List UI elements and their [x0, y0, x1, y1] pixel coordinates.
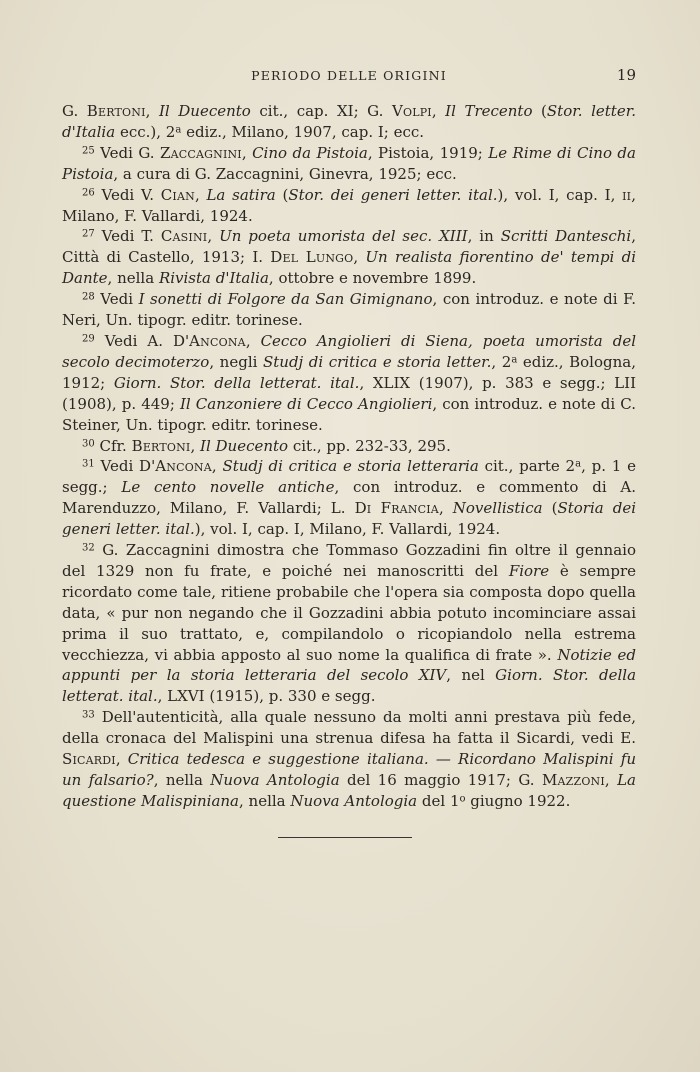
- text-run: Vedi T.: [94, 227, 161, 246]
- superscript: 25: [82, 145, 95, 157]
- text-run: , 2: [491, 352, 512, 371]
- text-run: , in: [467, 227, 501, 246]
- text-run: ,: [604, 771, 618, 789]
- small-caps-name: Di Francia: [354, 499, 439, 518]
- superscript: 26: [82, 187, 95, 199]
- italic-text: Giorn. Stor. della letterat. ital.: [113, 373, 360, 392]
- italic-text: Il Duecento: [158, 102, 251, 120]
- text-run: ,: [190, 436, 201, 455]
- italic-text: Scritti Danteschi: [500, 227, 632, 246]
- text-run: G.: [62, 102, 87, 120]
- text-run: ,: [431, 102, 446, 120]
- italic-text: Critica tedesca e suggestione italiana. — Ricordano Malispini fu un falsario?: [62, 750, 636, 789]
- text-run: ,: [207, 227, 220, 246]
- small-caps-name: Bertoni: [131, 436, 191, 455]
- text-run: , con introduz. e note di F. Neri, Un. tipogr. editr. torinese.: [62, 290, 636, 330]
- small-caps-name: Mazzoni: [541, 771, 605, 789]
- text-run: , nel: [446, 666, 496, 685]
- italic-text: Cecco Angiolieri di Siena, poeta umorista del secolo decimoterzo: [62, 331, 636, 371]
- text-run: cit., cap. XI; G.: [250, 102, 392, 120]
- italic-text: Stor. letter. d'Italia: [62, 102, 636, 141]
- text-run: Vedi G.: [94, 143, 160, 162]
- superscript: a: [511, 354, 518, 366]
- text-run: ,: [241, 143, 253, 162]
- text-run: Dell'autenticità, alla quale nessuno da molti anni prestava più fede, della cronaca del Malispini una strenua difesa ha fatta il Sicardi, vedi E.: [62, 708, 636, 748]
- small-caps-name: Casini: [160, 227, 208, 246]
- superscript: 33: [82, 709, 95, 721]
- text-run: , nella: [107, 269, 159, 288]
- italic-text: Cino da Pistoia: [252, 143, 368, 162]
- text-run: , LXVI (1915), p. 330 e segg.: [157, 687, 376, 706]
- italic-text: Nuova Antologia: [210, 771, 340, 789]
- text-run: , Città di Castello, 1913; I.: [62, 227, 636, 267]
- text-run: giugno 1922.: [465, 791, 571, 810]
- small-caps-name: Ancona: [189, 331, 246, 350]
- text-run: , Pistoia, 1919;: [367, 143, 489, 162]
- italic-text: Un realista fiorentino de' tempi di Dante: [62, 248, 636, 288]
- italic-text: I sonetti di Folgore da San Gimignano: [138, 290, 433, 309]
- text-run: G. Zaccagnini dimostra che Tommaso Gozzadini fin oltre il gennaio del 1329 non fu frate, e poiché nei manoscritti del: [62, 541, 636, 580]
- text-run: , negli: [209, 352, 263, 371]
- footnote: [62, 331, 636, 436]
- text-run: ,: [353, 248, 366, 267]
- italic-text: Il Duecento: [200, 436, 289, 455]
- footnote: [62, 226, 636, 289]
- footnote: [62, 143, 636, 185]
- italic-text: Notizie ed appunti per la storia letteraria del secolo XIV: [62, 645, 636, 685]
- superscript: 29: [82, 333, 95, 345]
- small-caps-name: Volpi: [391, 102, 432, 120]
- text-run: ,: [438, 499, 453, 518]
- footnote: [62, 540, 636, 707]
- text-run: , ottobre e novembre 1899.: [268, 269, 477, 288]
- text-run: Vedi A. D': [94, 331, 190, 350]
- italic-text: Rivista d'Italia: [158, 269, 269, 288]
- text-run: , con introduz. e commento di A. Marenduzzo, Milano, F. Vallardi; L.: [62, 478, 636, 518]
- superscript: 32: [82, 542, 95, 554]
- italic-text: Le cento novelle antiche: [121, 478, 335, 497]
- italic-text: La questione Malispiniana: [62, 771, 636, 810]
- text-run: , p. 1 e segg.;: [62, 457, 637, 497]
- superscript: 31: [82, 458, 95, 470]
- small-caps-name: Zaccagnini: [159, 143, 242, 162]
- italic-text: Storia dei generi letter. ital.: [62, 499, 637, 539]
- text-run: del 16 maggio 1917; G.: [339, 771, 542, 789]
- small-caps-name: ii: [622, 185, 632, 204]
- page-number: 19: [616, 66, 636, 84]
- italic-text: Le Rime di Cino da Pistoia: [62, 143, 636, 183]
- small-caps-name: Cian: [160, 185, 195, 204]
- footnote: [62, 436, 636, 457]
- text-run: ,: [211, 457, 223, 476]
- text-run: cit., pp. 232-33, 295.: [288, 436, 451, 455]
- footnote: [62, 289, 636, 331]
- italic-text: Nuova Antologia: [290, 791, 418, 810]
- text-run: ,: [115, 750, 128, 769]
- italic-text: Un poeta umorista del sec. XIII: [219, 227, 468, 246]
- running-head: PERIODO DELLE ORIGINI: [251, 68, 447, 83]
- small-caps-name: Ancona: [155, 457, 212, 476]
- superscript: a: [175, 124, 182, 136]
- footnote: [62, 185, 636, 227]
- italic-text: Studj di critica e storia letter.: [262, 352, 492, 371]
- small-caps-name: Del Lungo: [270, 248, 354, 267]
- text-run: Vedi: [94, 290, 139, 309]
- italic-text: Stor. dei generi letter. ital.: [288, 185, 498, 204]
- small-caps-name: Sicardi: [62, 750, 116, 769]
- text-run: ), vol. I, cap. I, Milano, F. Vallardi, 1924.: [194, 520, 501, 539]
- text-run: (: [532, 102, 547, 120]
- superscript: 27: [82, 228, 95, 240]
- text-run: , nella: [239, 791, 291, 810]
- text-run: ediz., Bologna, 1912;: [62, 352, 636, 392]
- text-run: (: [275, 185, 289, 204]
- superscript: a: [575, 458, 582, 470]
- text-run: , nella: [153, 771, 211, 789]
- italic-text: La satira: [206, 185, 276, 204]
- footnotes-block: [62, 101, 636, 812]
- italic-text: Fiore: [508, 561, 550, 580]
- page-header: [62, 68, 636, 90]
- superscript: 30: [82, 438, 95, 449]
- text-run: Vedi D': [94, 457, 156, 476]
- footnote: [62, 456, 636, 540]
- text-run: , XLIX (1907), p. 383 e segg.; LII (1908), p. 449;: [62, 373, 636, 413]
- italic-text: Il Canzoniere di Cecco Angiolieri: [179, 394, 433, 413]
- text-run: ediz., Milano, 1907, cap. I; ecc.: [181, 122, 425, 141]
- text-run: , Milano, F. Vallardi, 1924.: [62, 185, 636, 225]
- text-run: ,: [145, 102, 159, 120]
- small-caps-name: Bertoni: [86, 102, 146, 120]
- text-run: è sempre ricordato come tale, ritiene probabile che l'opera sia composta dopo quella data, « pur non negando che il Gozzadini abbia potuto incominciare assai prima il suo trattato, e, compilandolo o ricopiandolo nella estrema vecchiezza, vi abbia apposto al suo nome la qualifica di frate ».: [62, 561, 636, 664]
- italic-text: Il Trecento: [445, 102, 533, 120]
- footnote-continuation: [62, 101, 636, 143]
- text-run: ), vol. I, cap. I,: [497, 185, 623, 204]
- italic-text: Novellistica: [452, 499, 543, 518]
- superscript: 28: [82, 291, 95, 303]
- text-run: (: [542, 499, 558, 518]
- text-run: Cfr.: [94, 436, 132, 455]
- italic-text: Studj di critica e storia letteraria: [222, 457, 479, 476]
- footnote: [62, 707, 636, 812]
- text-run: cit., parte 2: [478, 457, 576, 476]
- text-run: ,: [245, 331, 261, 350]
- text-run: ecc.), 2: [115, 122, 176, 141]
- text-run: , a cura di G. Zaccagnini, Ginevra, 1925; ecc.: [113, 164, 457, 183]
- text-run: ,: [194, 185, 207, 204]
- text-run: , con introduz. e note di C. Steiner, Un. tipogr. editr. torinese.: [62, 394, 636, 434]
- text-run: Vedi V.: [94, 185, 161, 204]
- text-run: del 1: [417, 791, 460, 810]
- italic-text: Giorn. Stor. della letterat. ital.: [62, 666, 637, 706]
- section-divider-rule: [278, 837, 412, 838]
- superscript: o: [459, 793, 466, 805]
